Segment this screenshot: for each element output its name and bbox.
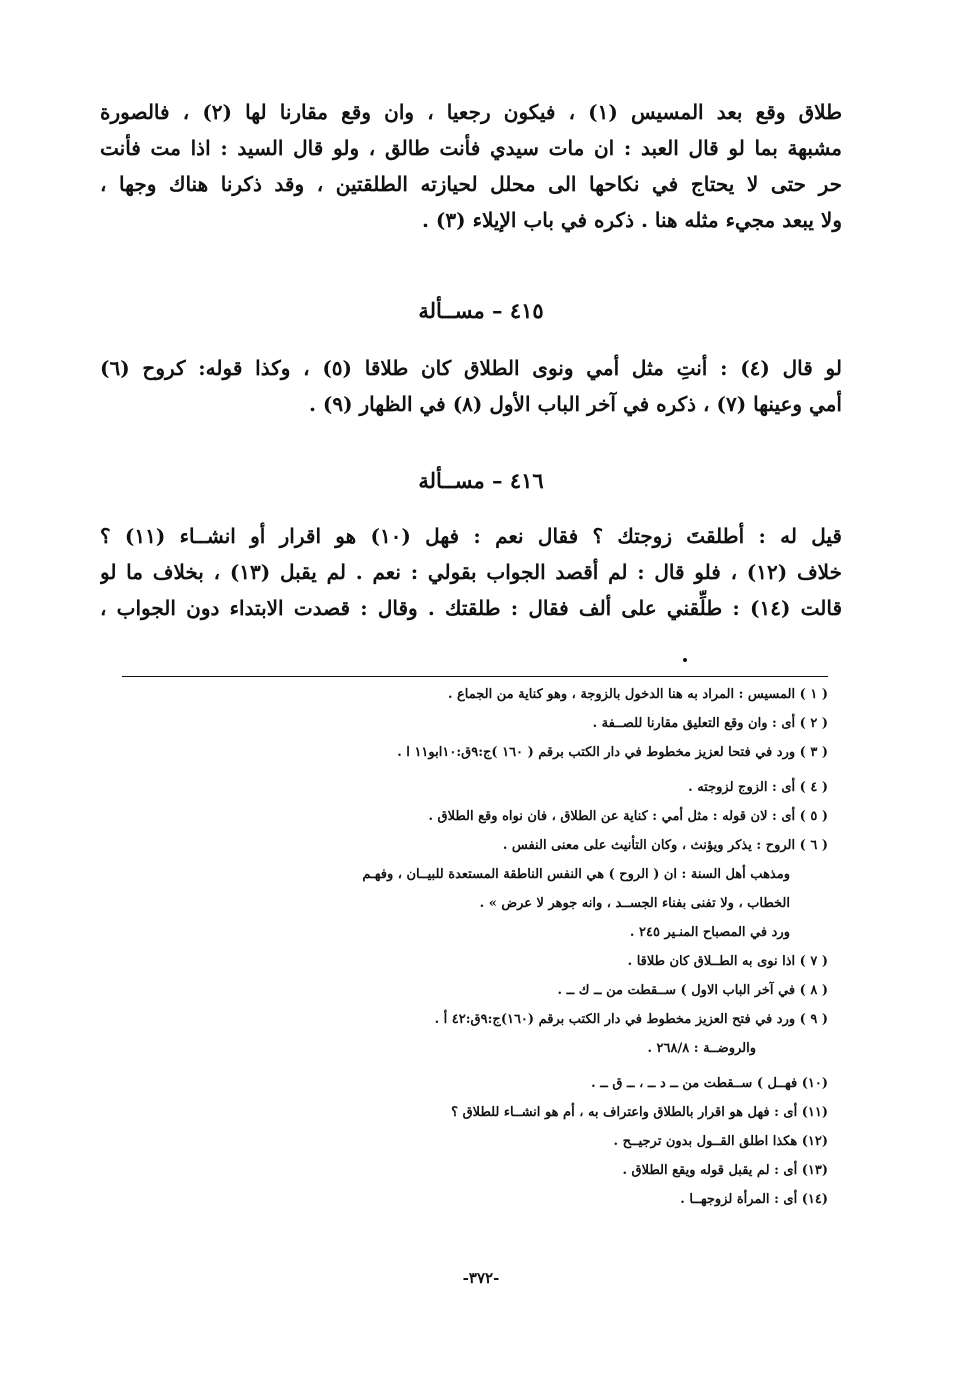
footnote-line: ( ٢ ) أى : وان وقع التعليق مقارنا للصــفة . <box>592 716 828 731</box>
footnote-line: ورد في المصباح المنـير ٢٤٥ . <box>629 925 790 940</box>
separator-dot <box>683 658 687 662</box>
paragraph-line: حر حتى لا يحتاج في نكاحها الى محلل لحيازته الطلقتين ، وقد ذكرنا هناك وجها ، <box>100 172 842 196</box>
footnote-line: الخطاب ، ولا تفنى بفناء الجســد ، وانه جوهر لا عرض » . <box>479 896 790 911</box>
footnote-line: (١٢) هكذا اطلق القــول بدون ترجيــح . <box>613 1134 828 1149</box>
footnote-line: ( ٣ ) ورد في فتحا لعزيز مخطوط في دار الكتب برقم ( ١٦٠ )ج:٩ق:١٠ابو١١ ا . <box>397 745 828 760</box>
footnote-line: ( ٧ ) اذا نوى به الطــلاق كان طلاقا . <box>627 954 828 969</box>
section-heading-415: ٤١٥ – مســألة <box>418 298 544 323</box>
footnote-line: ( ٩ ) ورد في فتح العزيز مخطوط في دار الكتب برقم (١٦٠)ج:٩ق:٤٢ أ . <box>434 1012 828 1027</box>
paragraph-line: ولا يبعد مجيء مثله هنا . ذكره في باب الإيلاء (٣) . <box>422 208 842 232</box>
paragraph-line: مشبهة بما لو قال العبد : ان مات سيدي فأنت طالق ، ولو قال السيد : اذا مت فأنت <box>100 136 842 160</box>
footnote-line: (١١) أى : فهل هو اقرار بالطلاق واعتراف به ، أم هو انشــاء للطلاق ؟ <box>451 1105 828 1120</box>
paragraph-line: أمي وعينها (٧) ، ذكره في آخر الباب الأول (٨) في الظهار (٩) . <box>308 392 842 416</box>
section-415-text <box>100 350 842 422</box>
paragraph-line: قيل له : أطلقتَ زوجتك ؟ فقال نعم : فهل (١٠) هو اقرار أو انشــاء (١١) ؟ <box>100 524 842 548</box>
footnote-line: ( ٥ ) أى : لان قوله : مثل أمي : كناية عن الطلاق ، فان نواه وقع الطلاق . <box>428 809 828 824</box>
paragraph-line: خلاف (١٢) ، فلو قال : لم أقصد الجواب بقولي : نعم . لم يقبل (١٣) ، بخلاف ما لو <box>100 560 842 584</box>
footnote-line: والروضــة : ٢٦٨/٨ . <box>647 1041 756 1056</box>
paragraph-line: قالت (١٤) : طلِّقني على ألف فقال : طلقتك . وقال : قصدت الابتداء دون الجواب ، <box>100 596 842 620</box>
paragraph-line: لو قال (٤) : أنتِ مثل أمي ونوى الطلاق كان طلاقا (٥) ، وكذا قوله: كروح (٦) <box>100 356 842 380</box>
footnote-line: ( ١ ) المسيس : المراد به هنا الدخول بالزوجة ، وهو كناية من الجماع . <box>447 687 828 702</box>
footnote-line: (١٠) فهــل ) ســقطت من ــ د ــ ، ــ ق ــ . <box>591 1076 828 1091</box>
footnotes <box>120 680 828 1214</box>
opening-paragraph <box>100 94 842 238</box>
footnote-line: ( ٤ ) أى : الزوج لزوجته . <box>688 780 828 795</box>
footnote-line: ( ٨ ) في آخر الباب الاول ) ســقطت من ــ ك ــ . <box>557 983 828 998</box>
section-heading-416: ٤١٦ – مســألة <box>418 468 544 493</box>
paragraph-line: طلاق وقع بعد المسيس (١) ، فيكون رجعيا ، وان وقع مقارنا لها (٢) ، فالصورة <box>100 100 842 124</box>
page-number: -٣٧٢- <box>462 1269 500 1287</box>
section-416-text <box>100 518 842 626</box>
footnote-line: (١٤) أى : المرأة لزوجهــا . <box>680 1192 828 1207</box>
footnote-divider <box>122 676 828 677</box>
footnote-line: ( ٦ ) الروح : يذكر ويؤنث ، وكان التأنيث على معنى النفس . <box>502 838 828 853</box>
footnote-line: ومذهب أهل السنة : ان ( الروح ) هي النفس الناطقة المستعدة للبيــان ، وفهـم <box>362 867 790 882</box>
footnote-line: (١٣) أى : لم يقبل قوله ويقع الطلاق . <box>622 1163 828 1178</box>
